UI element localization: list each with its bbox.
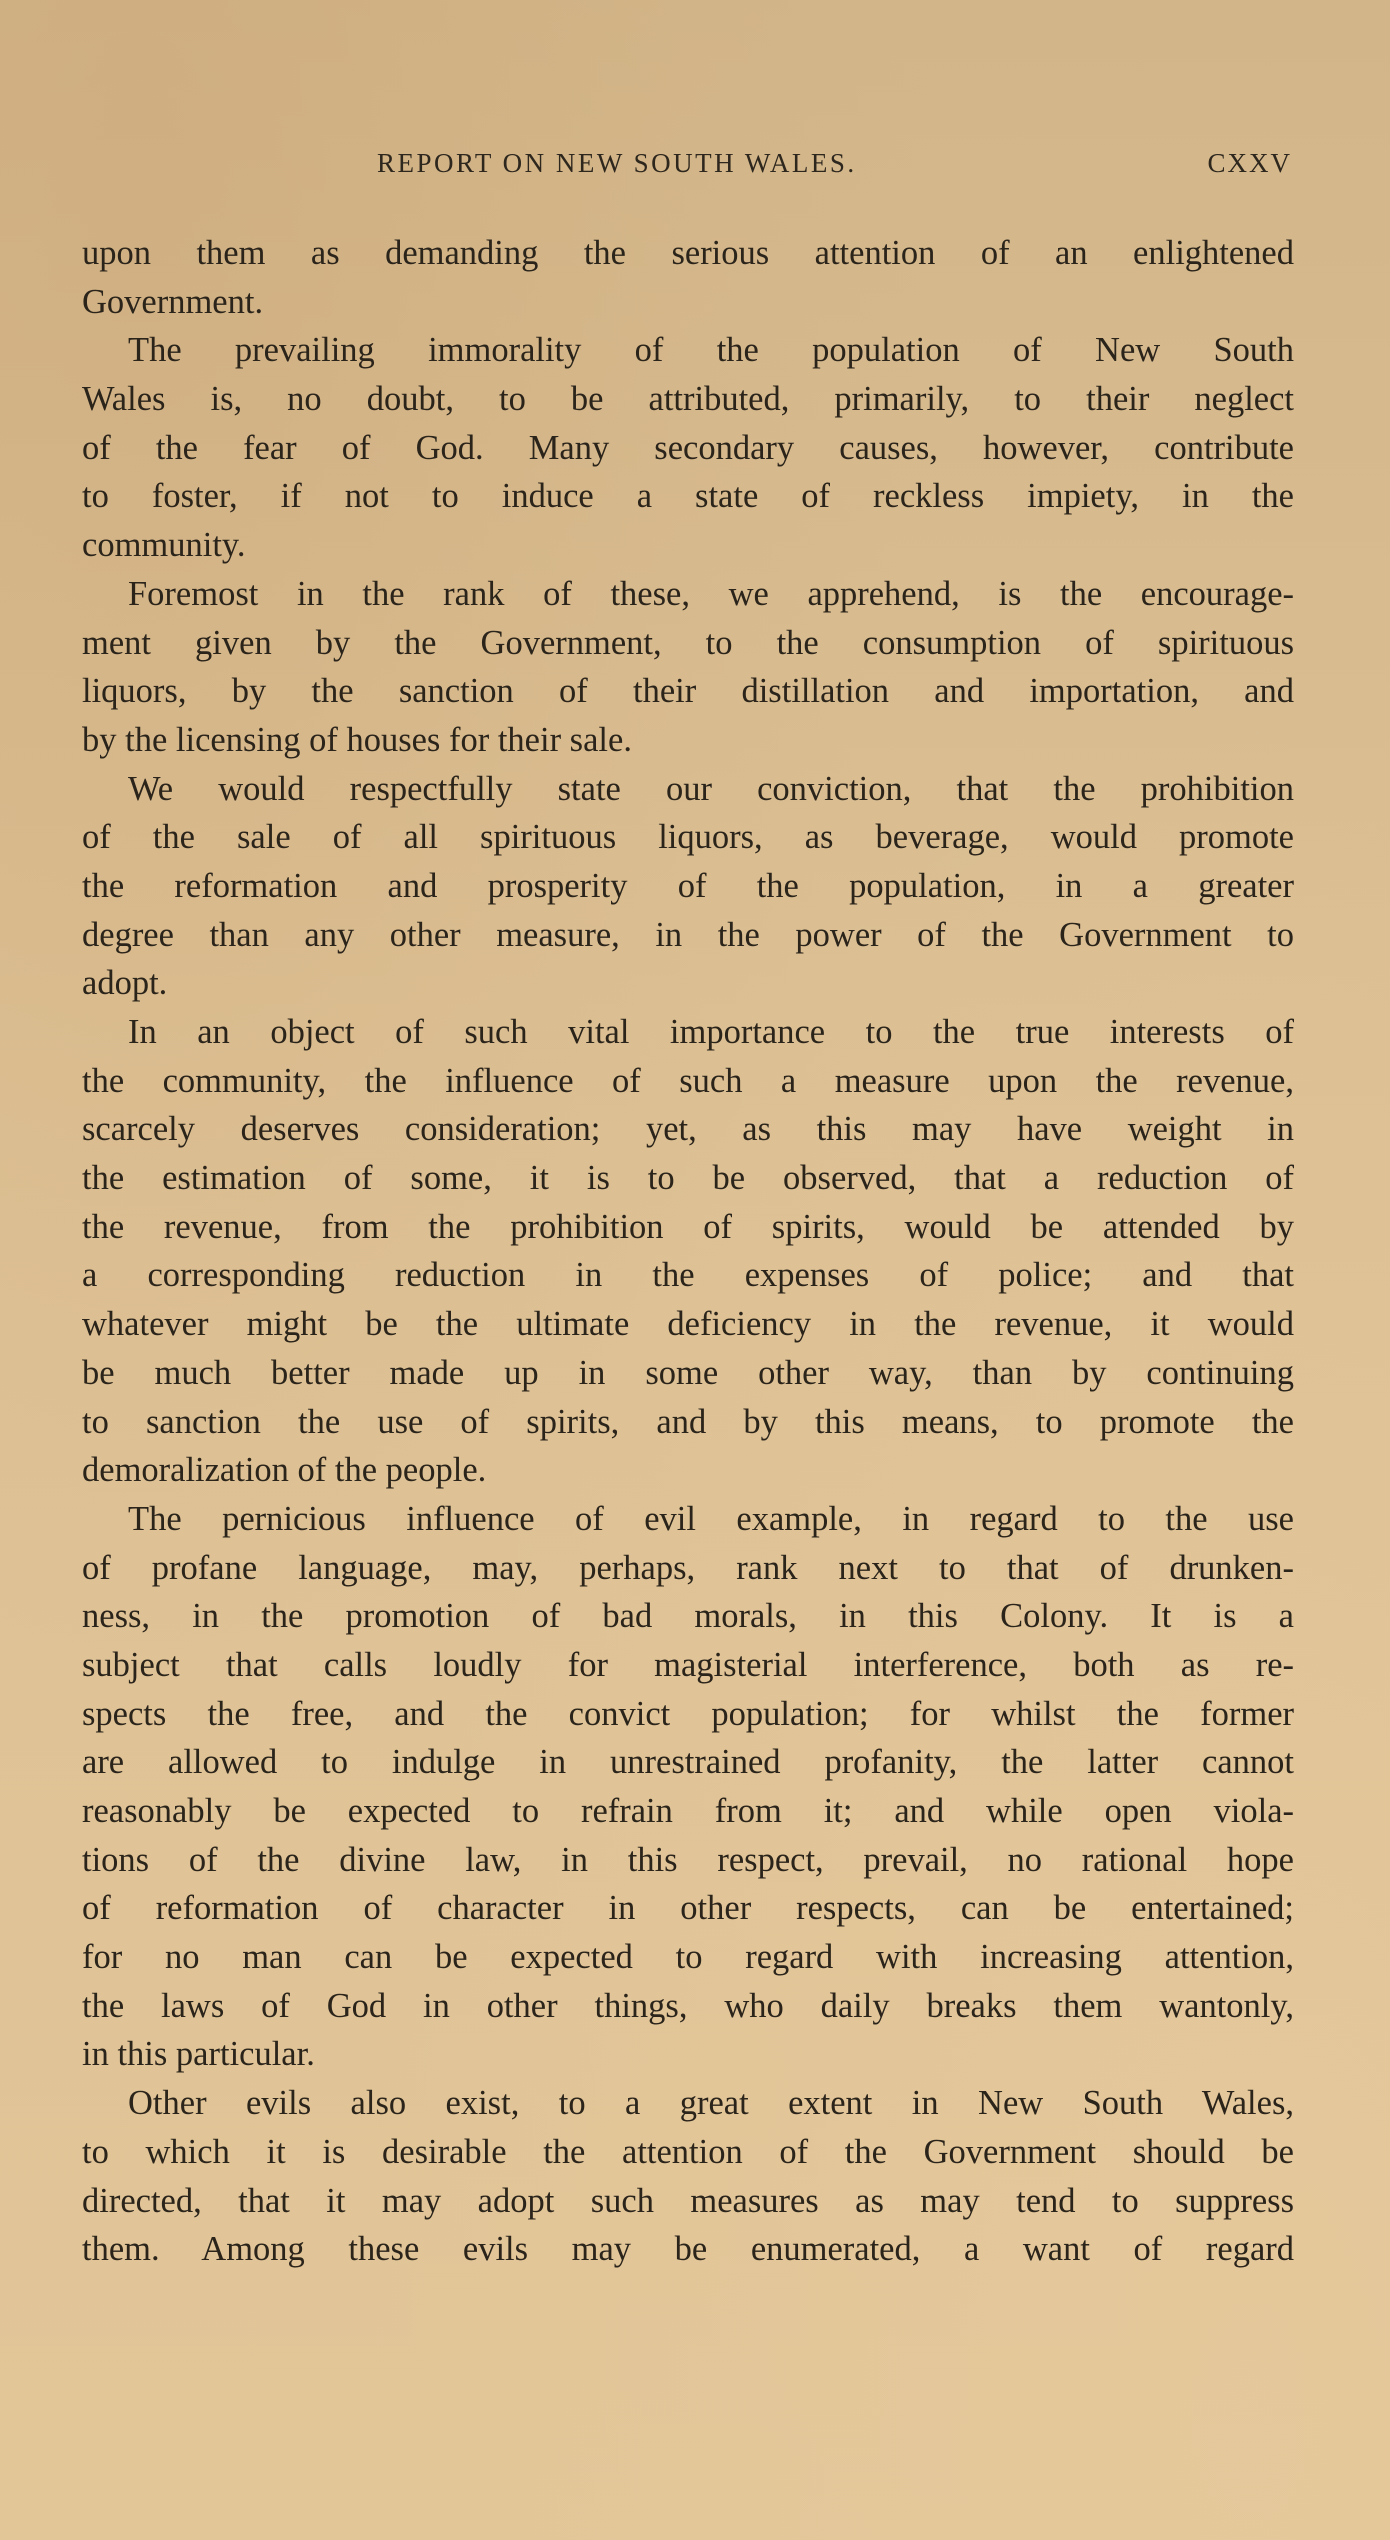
paragraph xyxy=(82,326,1294,569)
text-line: ness, in the promotion of bad morals, in this Colony. It is a xyxy=(82,1597,1294,1636)
text-line: tions of the divine law, in this respect, prevail, no rational hope xyxy=(82,1840,1294,1879)
body-text xyxy=(82,229,1294,2274)
text-line: of reformation of character in other respects, can be entertained; xyxy=(82,1889,1294,1928)
text-line: the laws of God in other things, who daily breaks them wantonly, xyxy=(82,1986,1294,2025)
text-line: spects the free, and the convict population; for whilst the former xyxy=(82,1694,1294,1733)
text-line: degree than any other measure, in the power of the Government to xyxy=(82,915,1294,954)
text-line: demoralization of the people. xyxy=(82,1451,487,1490)
text-line: the revenue, from the prohibition of spirits, would be attended by xyxy=(82,1207,1294,1246)
running-head xyxy=(82,148,1292,188)
text-line: to sanction the use of spirits, and by this means, to promote the xyxy=(82,1402,1294,1441)
text-line: scarcely deserves consideration; yet, as this may have weight in xyxy=(82,1110,1294,1149)
text-line: upon them as demanding the serious attention of an enlightened xyxy=(82,234,1294,272)
text-line: ment given by the Government, to the consumption of spirituous xyxy=(82,623,1294,662)
page-number: CXXV xyxy=(1207,148,1292,178)
running-title: REPORT ON NEW SOUTH WALES. xyxy=(377,148,857,178)
text-line: of the sale of all spirituous liquors, as beverage, would promote xyxy=(82,818,1294,857)
paragraph xyxy=(82,2079,1294,2274)
text-line: for no man can be expected to regard with increasing attention, xyxy=(82,1938,1294,1977)
paragraph xyxy=(82,229,1294,326)
text-line: them. Among these evils may be enumerated, a want of regard xyxy=(82,2230,1294,2269)
text-line: The prevailing immorality of the population of New South xyxy=(128,331,1294,370)
text-line: Foremost in the rank of these, we apprehend, is the encourage- xyxy=(128,574,1294,613)
text-line: of profane language, may, perhaps, rank next to that of drunken- xyxy=(82,1548,1294,1587)
text-line: of the fear of God. Many secondary causes, however, contribute xyxy=(82,428,1294,467)
text-line: Other evils also exist, to a great extent in New South Wales, xyxy=(128,2084,1294,2123)
paragraph xyxy=(82,1008,1294,1495)
text-line: the estimation of some, it is to be observed, that a reduction of xyxy=(82,1159,1294,1198)
text-line: The pernicious influence of evil example, in regard to the use xyxy=(128,1499,1294,1538)
paragraph xyxy=(82,1495,1294,2079)
text-line: directed, that it may adopt such measures as may tend to suppress xyxy=(82,2181,1294,2220)
paragraph xyxy=(82,765,1294,1008)
text-line: the community, the influence of such a measure upon the revenue, xyxy=(82,1061,1294,1100)
text-line: by the licensing of houses for their sale. xyxy=(82,720,632,759)
paragraph xyxy=(82,570,1294,765)
text-line: the reformation and prosperity of the population, in a greater xyxy=(82,866,1294,905)
text-line: whatever might be the ultimate deficiency in the revenue, it would xyxy=(82,1305,1294,1344)
text-line: Government. xyxy=(82,282,264,321)
text-line: a corresponding reduction in the expenses of police; and that xyxy=(82,1256,1294,1295)
text-line: Wales is, no doubt, to be attributed, primarily, to their neglect xyxy=(82,380,1294,419)
text-line: adopt. xyxy=(82,964,168,1003)
text-line: community. xyxy=(82,526,246,565)
text-line: In an object of such vital importance to the true interests of xyxy=(128,1013,1294,1051)
text-line: to foster, if not to induce a state of reckless impiety, in the xyxy=(82,477,1294,516)
text-line: in this particular. xyxy=(82,2035,315,2074)
text-line: liquors, by the sanction of their distillation and importation, and xyxy=(82,672,1294,711)
text-line: reasonably be expected to refrain from it; and while open viola- xyxy=(82,1792,1294,1830)
text-line: subject that calls loudly for magisterial interference, both as re- xyxy=(82,1645,1294,1684)
text-line: be much better made up in some other way, than by continuing xyxy=(82,1353,1294,1392)
text-line: to which it is desirable the attention of the Government should be xyxy=(82,2132,1294,2171)
text-line: We would respectfully state our conviction, that the prohibition xyxy=(128,769,1294,808)
text-line: are allowed to indulge in unrestrained profanity, the latter cannot xyxy=(82,1743,1294,1782)
